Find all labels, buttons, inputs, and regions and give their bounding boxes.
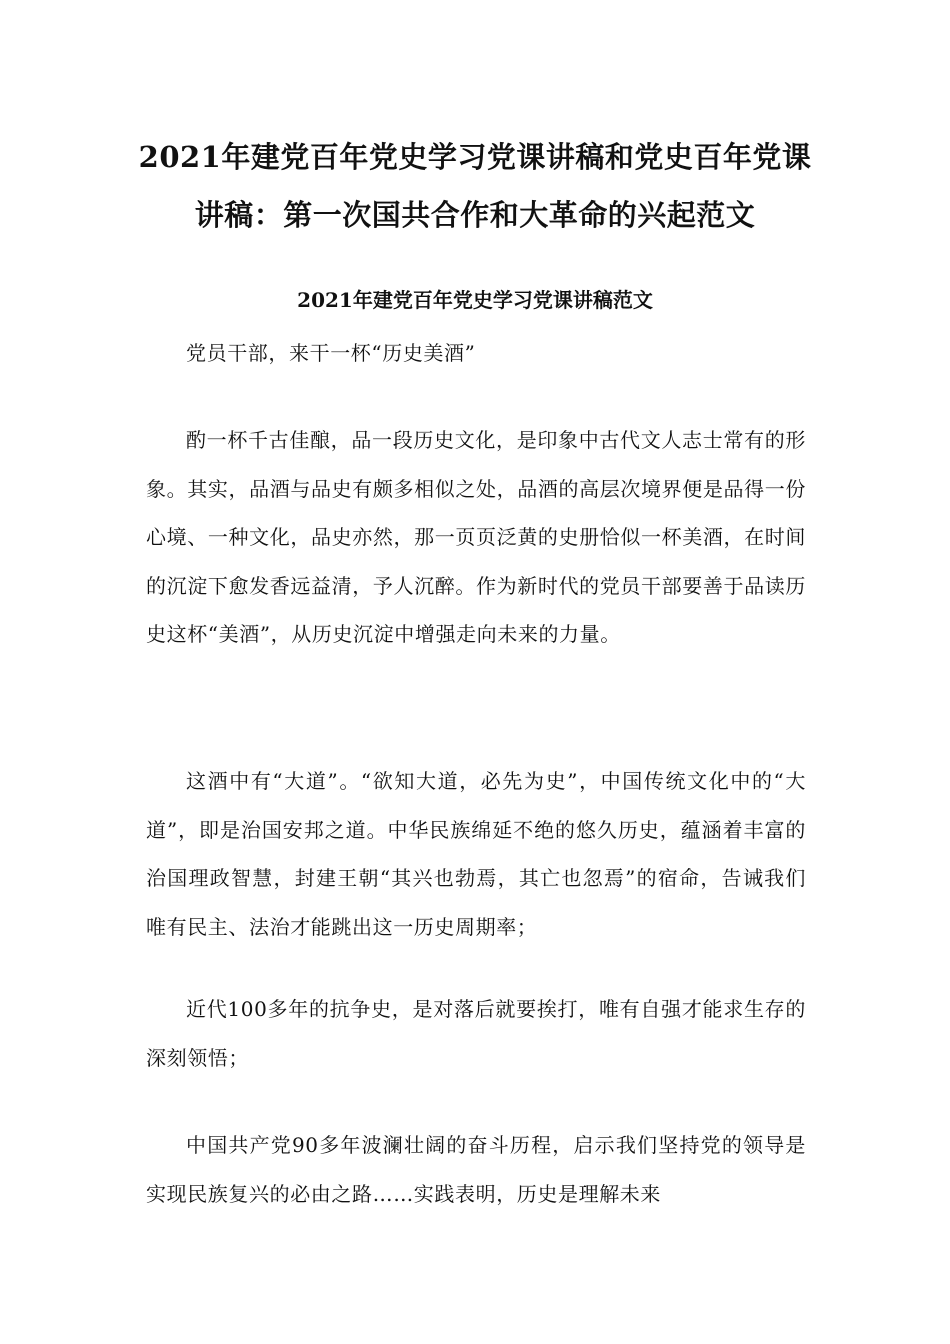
paragraph-1: 酌一杯千古佳酿，品一段历史文化，是印象中古代文人志士常有的形象。其实，品酒与品史有颇多相似之处，品酒的高层次境界便是品得一份心境、一种文化，品史亦然，那一页页泛黄的史册恰似一杯美酒，在时间的沉淀下愈发香远益清，予人沉醉。作为新时代的党员干部要善于品读历史这杯“美酒”，从历史沉淀中增强走向未来的力量。 <box>146 428 806 646</box>
paragraph-intro: 党员干部，来干一杯“历史美酒” <box>186 341 476 365</box>
document-title: 2021年建党百年党史学习党课讲稿和党史百年党课讲稿：第一次国共合作和大革命的兴起范文 <box>138 140 812 232</box>
paragraph-4: 中国共产党90多年波澜壮阔的奋斗历程，启示我们坚持党的领导是实现民族复兴的必由之路……实践表明，历史是理解未来 <box>146 1133 806 1206</box>
section-subtitle: 2021年建党百年党史学习党课讲稿范文 <box>297 288 653 312</box>
paragraph-2: 这酒中有“大道”。“欲知大道，必先为史”，中国传统文化中的“大道”，即是治国安邦之道。中华民族绵延不绝的悠久历史，蕴涵着丰富的治国理政智慧，封建王朝“其兴也勃焉，其亡也忽焉”的宿命，告诫我们唯有民主、法治才能跳出这一历史周期率； <box>146 769 806 939</box>
paragraph-3: 近代100多年的抗争史，是对落后就要挨打，唯有自强才能求生存的深刻领悟； <box>146 997 806 1070</box>
